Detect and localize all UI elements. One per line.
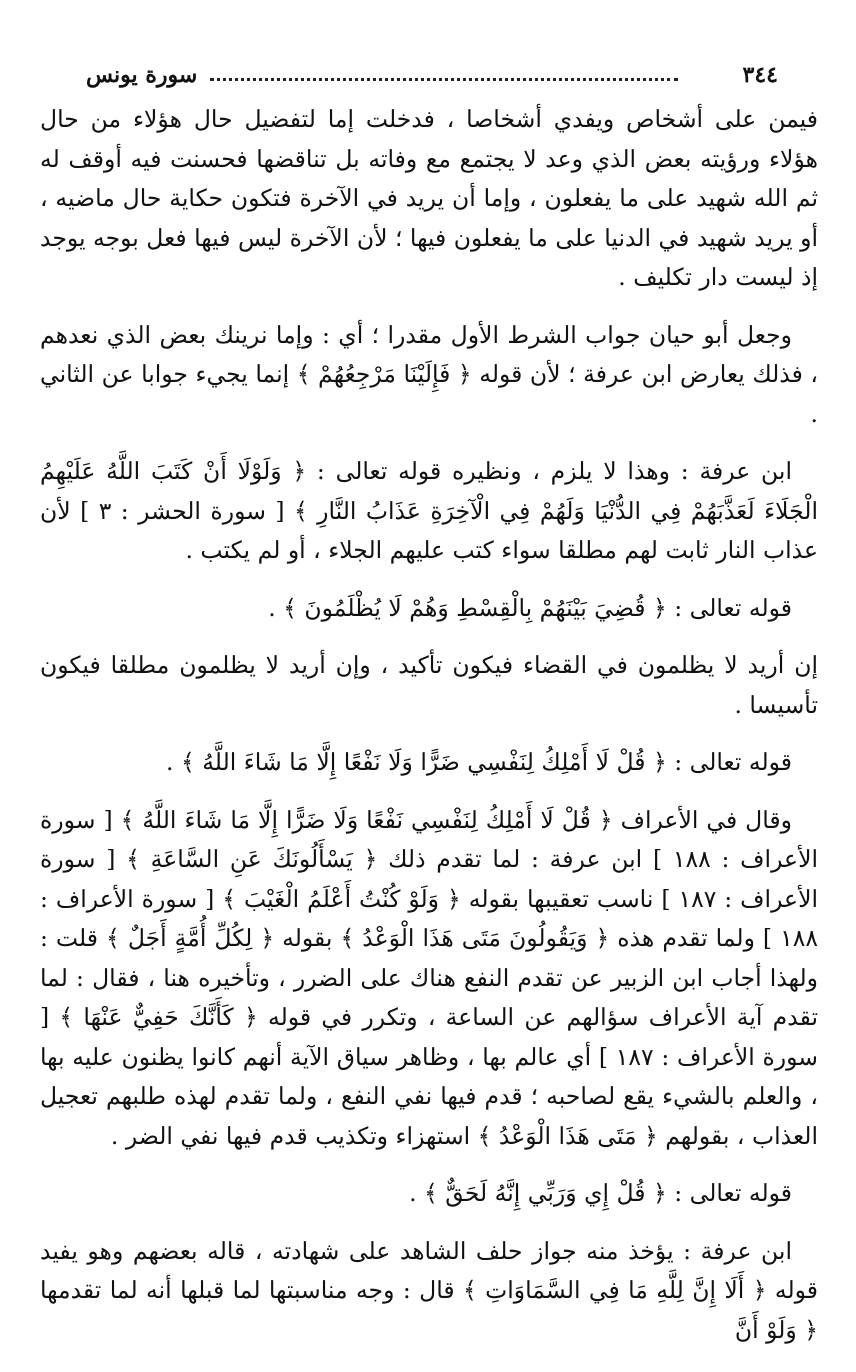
paragraph-4: إن أريد لا يظلمون في القضاء فيكون تأكيد ، وإن أريد لا يظلمون مطلقا فيكون تأسيسا . — [40, 651, 818, 719]
paragraph-3: ابن عرفة : وهذا لا يلزم ، ونظيره قوله تعالى : ﴿ وَلَوْلَا أَنْ كَتَبَ اللَّهُ عَلَيْهِمُ الْجَلَاءَ لَعَذَّبَهُمْ فِي الدُّنْيَا وَلَهُمْ فِي الْآخِرَةِ عَذَابُ النَّارِ ﴾ [ سورة الحشر : ٣ ] لأن عذاب النار ثابت لهم مطلقا سواء كتب عليهم الجلاء ، أو لم يكتب . — [40, 457, 818, 564]
paragraph-5: وقال في الأعراف ﴿ قُلْ لَا أَمْلِكُ لِنَفْسِي نَفْعًا وَلَا ضَرًّا إِلَّا مَا شَاءَ اللَّهُ ﴾ [ سورة الأعراف : ١٨٨ ] ابن عرفة : لما تقدم ذلك ﴿ يَسْأَلُونَكَ عَنِ السَّاعَةِ ﴾ [ سورة الأعراف : ١٨٧ ] ناسب تعقيبها بقوله ﴿ وَلَوْ كُنْتُ أَعْلَمُ الْغَيْبَ ﴾ [ سورة الأعراف : ١٨٨ ] ولما تقدم هذه ﴿ وَيَقُولُونَ مَتَى هَذَا الْوَعْدُ ﴾ بقوله ﴿ لِكُلِّ أُمَّةٍ أَجَلٌ ﴾ قلت : ولهذا أجاب ابن الزبير عن تقدم النفع هناك على الضرر ، وتأخيره هنا ، فقال : لما تقدم آية الأعراف سؤالهم عن الساعة ، وتكرر في قوله ﴿ كَأَنَّكَ حَفِيٌّ عَنْهَا ﴾ [ سورة الأعراف : ١٨٧ ] أي عالم بها ، وظاهر سياق الآية أنهم كانوا يظنون عليه بها ، والعلم بالشيء يقع لصاحبه ؛ قدم فيها نفي النفع ، ولما تقدم لهذه طلبهم تعجيل العذاب ، بقولهم ﴿ مَتَى هَذَا الْوَعْدُ ﴾ استهزاء وتكذيب قدم فيها نفي الضر . — [40, 805, 818, 1150]
header-dotted-leader — [210, 78, 678, 81]
page-header — [40, 62, 818, 100]
paragraph-6: ابن عرفة : يؤخذ منه جواز حلف الشاهد على شهادته ، قاله بعضهم وهو يفيد قوله ﴿ أَلَا إِنَّ لِلَّهِ مَا فِي السَّمَاوَاتِ ﴾ قال : وجه مناسبتها لما قبلها أنه لما تقدمها ﴿ وَلَوْ أَنَّ — [40, 1236, 818, 1344]
verse-heading-1: قوله تعالى : ﴿ قُضِيَ بَيْنَهُمْ بِالْقِسْطِ وَهُمْ لَا يُظْلَمُونَ ﴾ . — [268, 593, 792, 622]
surah-title: سورة يونس — [86, 62, 198, 88]
page-number: ٣٤٤ — [742, 62, 778, 88]
paragraph-1: فيمن على أشخاص ويفدي أشخاصا ، فدخلت إما لتفضيل حال هؤلاء من حال هؤلاء ورؤيته بعض الذي وعد لا يجتمع مع وفاته بل تناقضها فحسنت فيه أوقف له ثم الله شهيد على ما يفعلون ، وإما أن يريد في الآخرة فتكون حكاية حال ماضيه ، أو يريد شهيد في الدنيا على ما يفعلون فيها ؛ لأن الآخرة ليس فيها فعل بوجه يوجد إذ ليست دار تكليف . — [40, 105, 818, 291]
verse-heading-3: قوله تعالى : ﴿ قُلْ إِي وَرَبِّي إِنَّهُ لَحَقٌّ ﴾ . — [409, 1179, 792, 1207]
paragraph-2: وجعل أبو حيان جواب الشرط الأول مقدرا ؛ أي : وإما نرينك بعض الذي نعدهم ، فذلك يعارض ابن عرفة ؛ لأن قوله ﴿ فَإِلَيْنَا مَرْجِعُهُمْ ﴾ إنما يجيء جوابا عن الثاني . — [40, 320, 818, 428]
page-body — [40, 100, 818, 1350]
verse-heading-2: قوله تعالى : ﴿ قُلْ لَا أَمْلِكُ لِنَفْسِي ضَرًّا وَلَا نَفْعًا إِلَّا مَا شَاءَ اللَّهُ ﴾ . — [166, 748, 792, 776]
